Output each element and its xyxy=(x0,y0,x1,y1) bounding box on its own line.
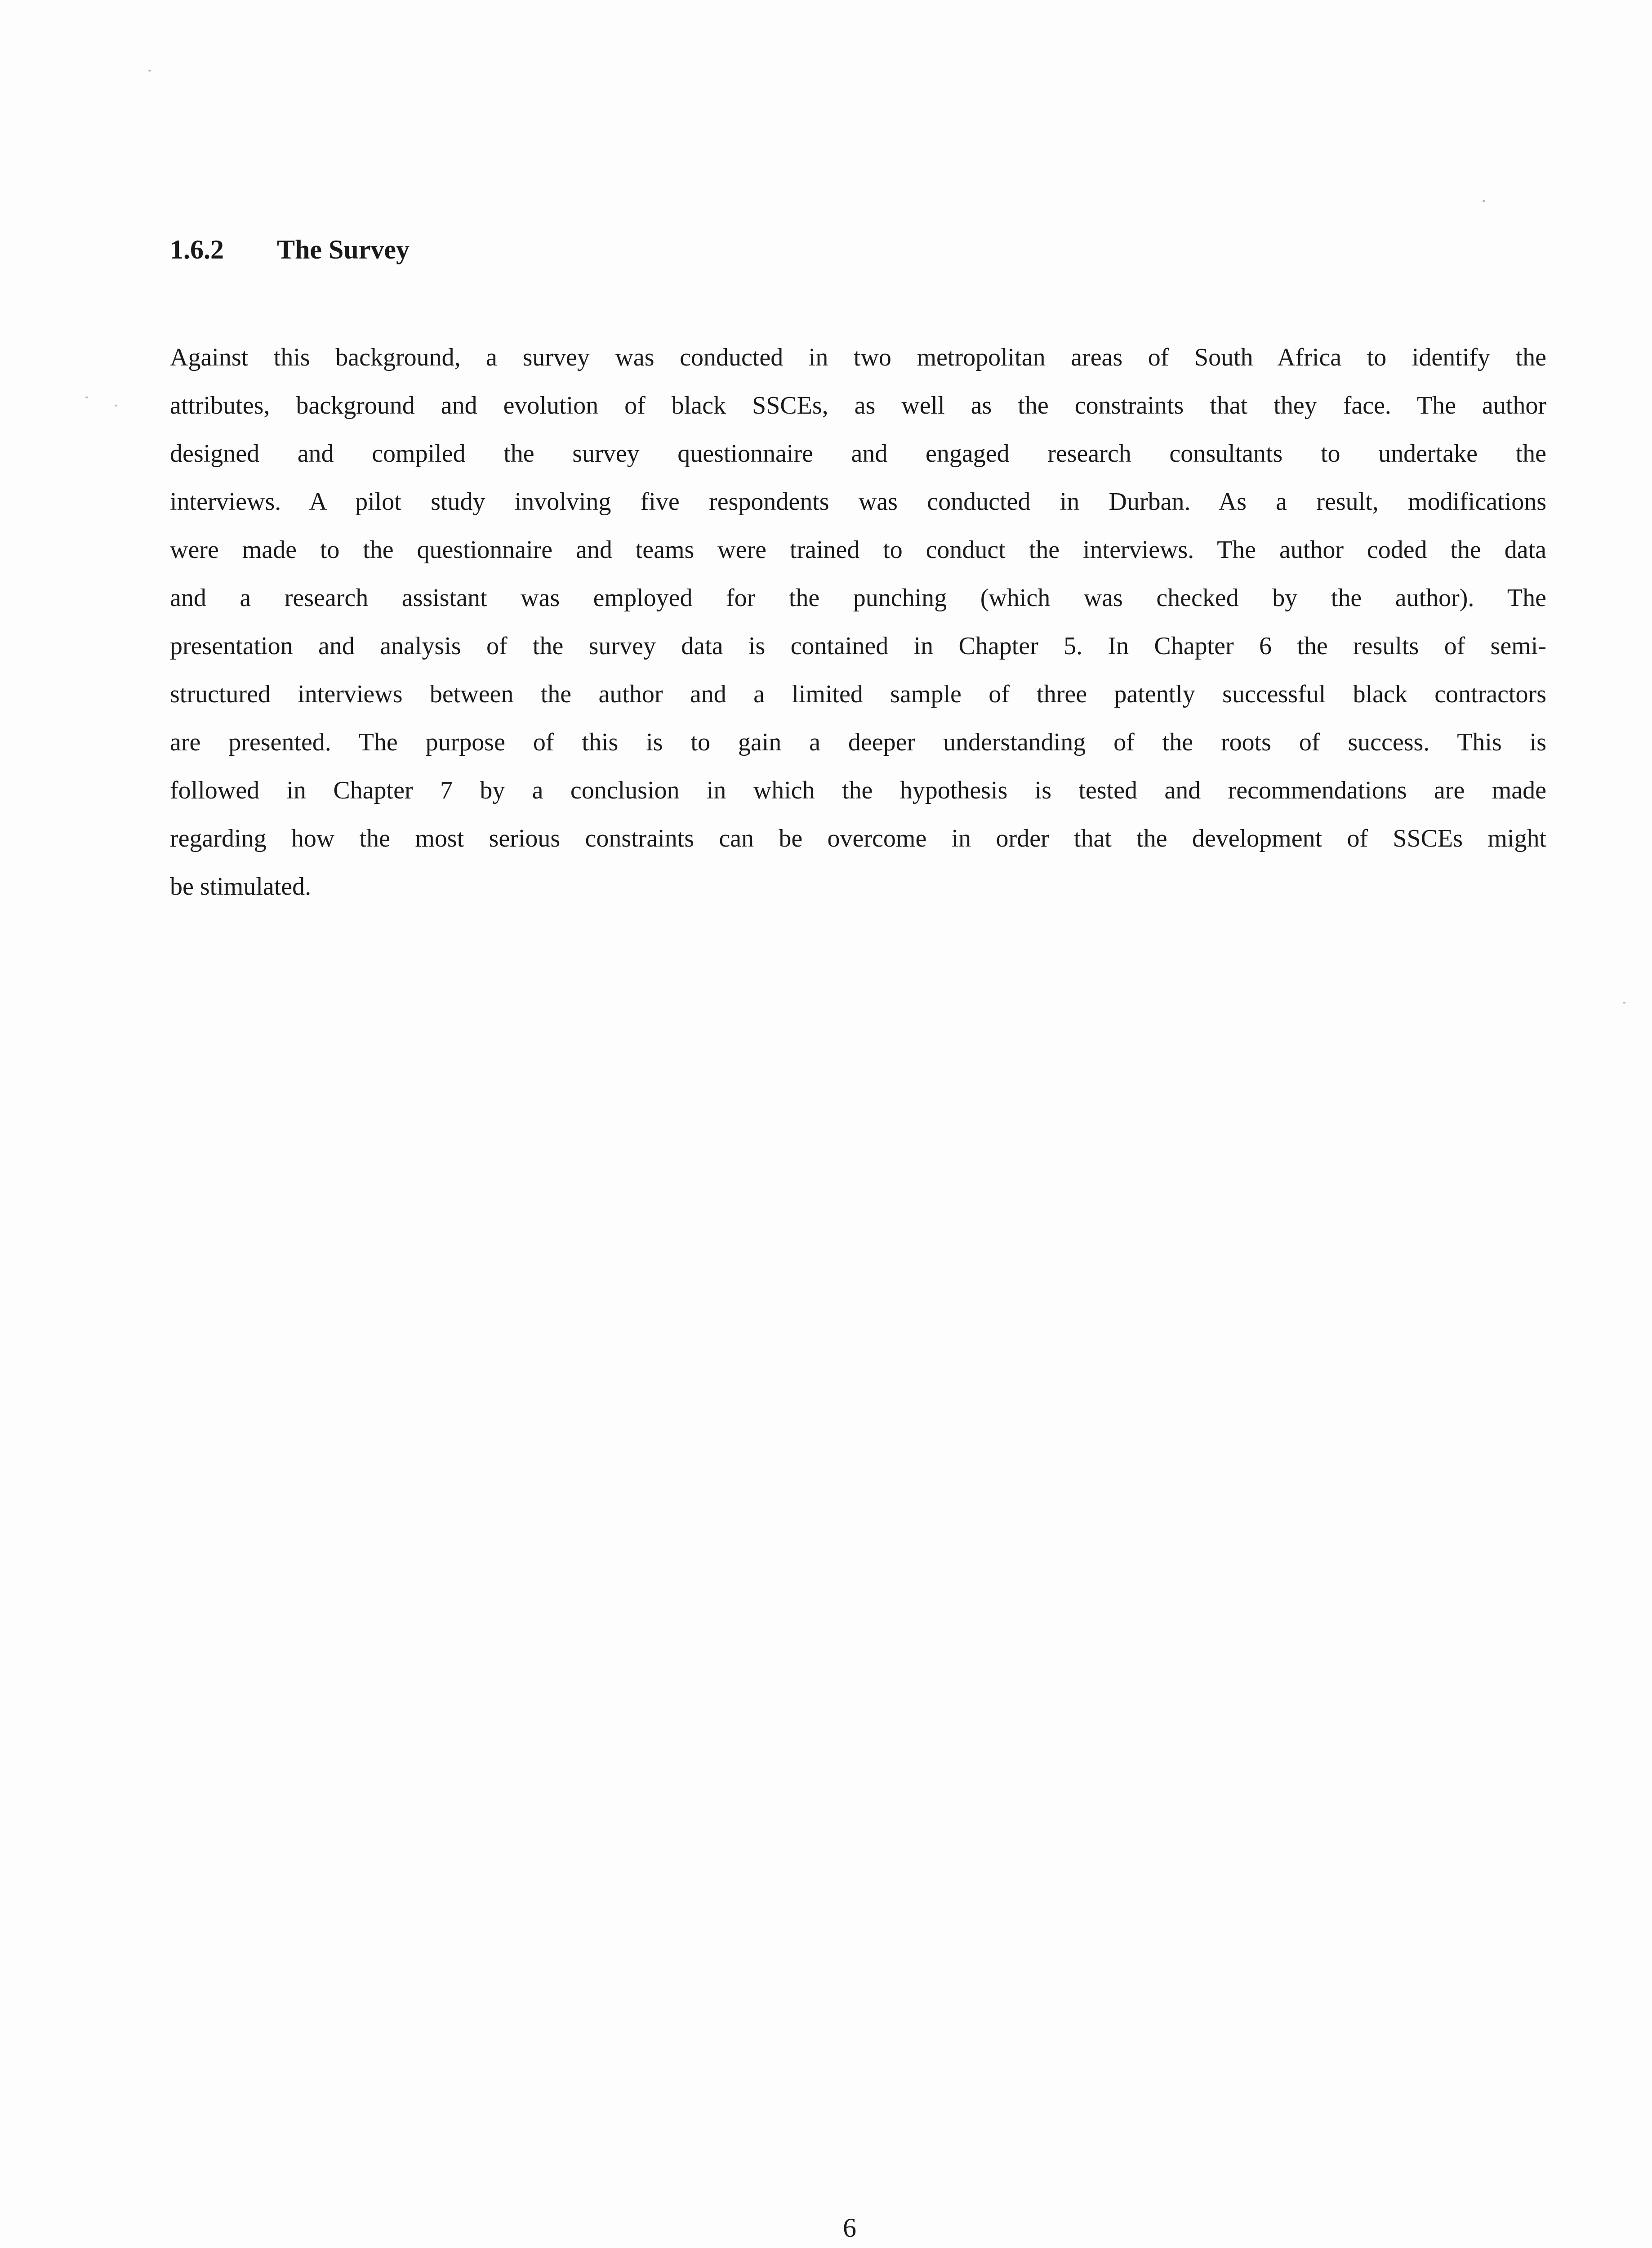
paragraph-line: are presented. The purpose of this is to gain a deeper understanding of the roots of success. This is xyxy=(170,728,1546,756)
body-paragraph xyxy=(170,334,1546,911)
paragraph-line: followed in Chapter 7 by a conclusion in which the hypothesis is tested and recommendations are made xyxy=(170,776,1546,804)
section-heading xyxy=(170,236,410,263)
paragraph-line: be stimulated. xyxy=(170,873,312,901)
scan-speck xyxy=(1623,1002,1625,1004)
scan-speck xyxy=(1483,200,1485,202)
section-title: The Survey xyxy=(277,235,410,264)
paragraph-line: regarding how the most serious constraints can be overcome in order that the development of SSCEs might xyxy=(170,825,1546,852)
paragraph-line: presentation and analysis of the survey data is contained in Chapter 5. In Chapter 6 the results of semi- xyxy=(170,632,1546,660)
page-number: 6 xyxy=(843,2213,856,2243)
paragraph-line: Against this background, a survey was conducted in two metropolitan areas of South Africa to identify the xyxy=(170,343,1546,371)
paragraph-line: were made to the questionnaire and teams were trained to conduct the interviews. The author coded the data xyxy=(170,536,1546,564)
paragraph-line: and a research assistant was employed for the punching (which was checked by the author). The xyxy=(170,584,1546,612)
scan-speck xyxy=(148,70,151,71)
section-number: 1.6.2 xyxy=(170,235,224,264)
paragraph-line: designed and compiled the survey questionnaire and engaged research consultants to undertake the xyxy=(170,440,1546,468)
scan-speck xyxy=(85,397,88,398)
paragraph-line: interviews. A pilot study involving five respondents was conducted in Durban. As a result, modifications xyxy=(170,488,1546,516)
scan-speck xyxy=(115,405,117,406)
paragraph-line: attributes, background and evolution of black SSCEs, as well as the constraints that they face. The author xyxy=(170,392,1546,419)
paragraph-line: structured interviews between the author and a limited sample of three patently successful black contractors xyxy=(170,680,1546,708)
